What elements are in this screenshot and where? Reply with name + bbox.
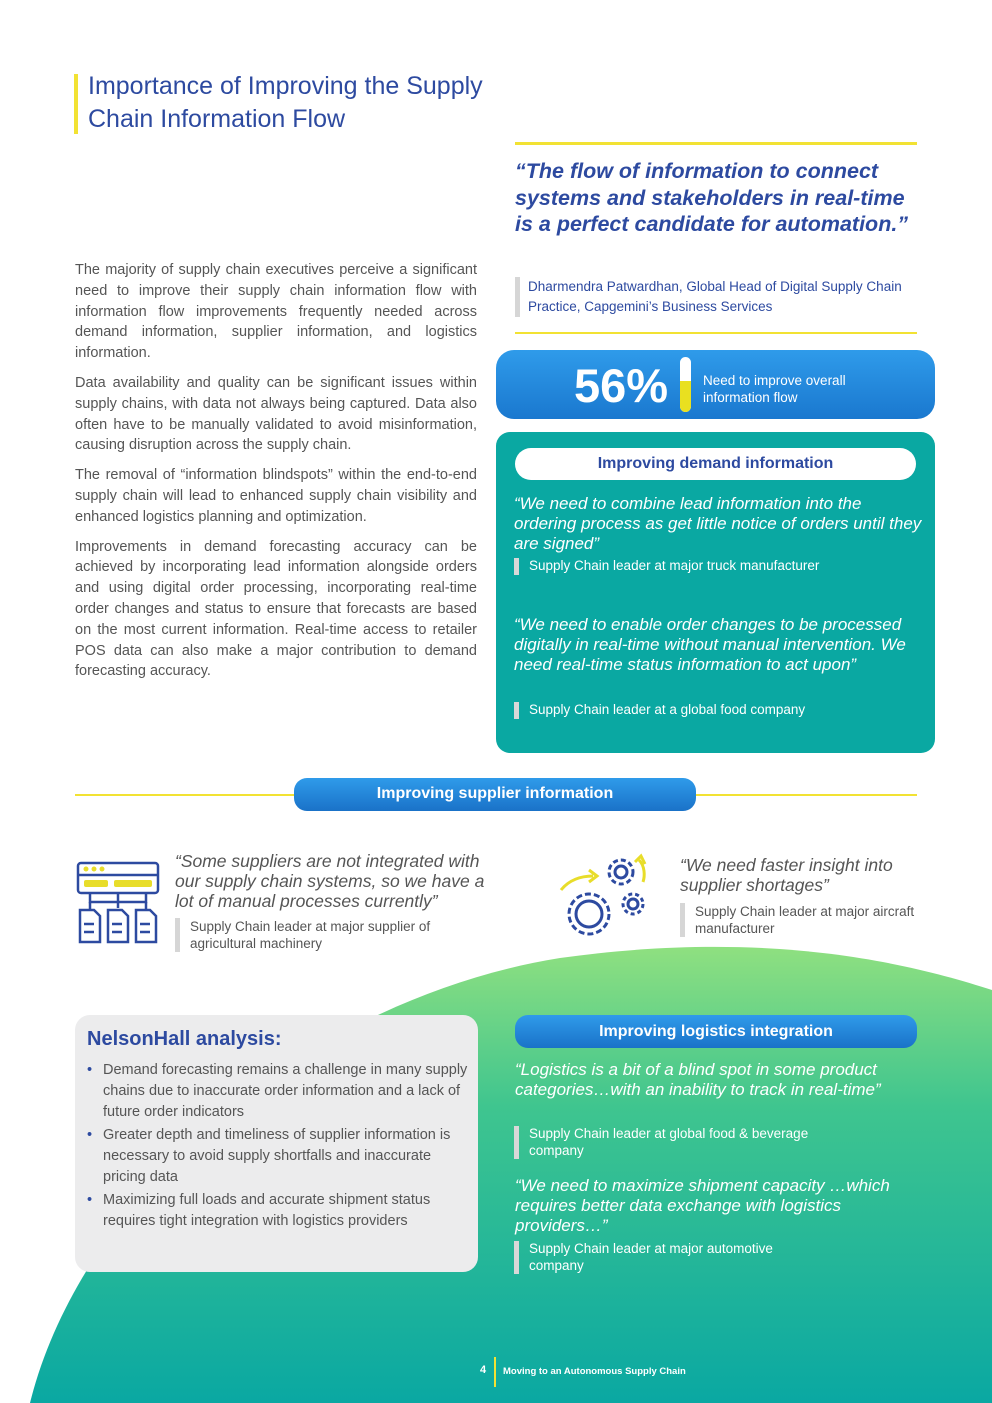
body-paragraph: The removal of “information blindspots” within the end-to-end supply chain will lead to enhanced supply chain visibility and enhanced logistics planning and optimization. [75, 467, 477, 525]
supplier-quote-attribution: Supply Chain leader at major aircraft manufacturer [680, 903, 945, 937]
body-text [75, 260, 477, 691]
footer-title: Moving to an Autonomous Supply Chain [503, 1366, 686, 1377]
stat-gauge [680, 357, 691, 412]
bullet-icon: • [87, 1062, 93, 1078]
analysis-list [87, 1060, 472, 1234]
body-paragraph: Data availability and quality can be significant issues within supply chains, with data not always being captured. Data also often have to be manually validated to avoid misinformation, causing disruption across the supply chain. [75, 374, 477, 454]
body-paragraph: Improvements in demand forecasting accuracy can be achieved by incorporating lead information alongside orders and using digital order processing, incorporating real-time order changes and status to ensure that forecasts are based on the most current information. Real-time access to retailer POS data can also make a major contribution to demand forecasting accuracy. [75, 538, 477, 680]
supplier-heading: Improving supplier information [294, 778, 696, 811]
logistics-quote: “We need to maximize shipment capacity …which requires better data exchange with logistics providers…” [515, 1176, 890, 1235]
logistics-quote-attribution: Supply Chain leader at global food & beverage company [514, 1126, 829, 1159]
supplier-quote: “We need faster insight into supplier shortages” [680, 855, 893, 895]
logistics-quote-attribution: Supply Chain leader at major automotive company [514, 1241, 829, 1274]
demand-quote: “We need to combine lead information into the ordering process as get little notice of orders until they are signed” [514, 494, 922, 553]
bullet-icon: • [87, 1192, 93, 1208]
stat-value: 56% [574, 359, 669, 412]
analysis-bullet [87, 1060, 472, 1123]
page-number: 4 [480, 1364, 487, 1376]
stat-gauge-fill [680, 381, 691, 412]
supplier-quote: “Some suppliers are not integrated with our supply chain systems, so we have a lot of manual processes currently” [175, 851, 485, 911]
quote-bottom-divider [515, 332, 917, 334]
data-flow-icon [76, 858, 160, 946]
gears-icon [555, 852, 649, 948]
title-accent-bar [74, 74, 78, 134]
analysis-bullet-text: Demand forecasting remains a challenge in many supply chains due to inaccurate order information and a lack of future order indicators [103, 1062, 468, 1120]
stat-label: Need to improve overall information flow [703, 373, 846, 405]
headline-quote-attribution: Dharmendra Patwardhan, Global Head of Digital Supply Chain Practice, Capgemini’s Business Services [515, 277, 928, 317]
headline-quote: “The flow of information to connect systems and stakeholders in real-time is a perfect candidate for automation.” [515, 159, 909, 236]
logistics-heading: Improving logistics integration [515, 1015, 917, 1048]
analysis-title: NelsonHall analysis: [87, 1028, 282, 1050]
analysis-bullet [87, 1125, 472, 1188]
logistics-quote: “Logistics is a bit of a blind spot in some product categories…with an inability to track in real-time” [515, 1060, 881, 1099]
page-title: Importance of Improving the Supply Chain Information Flow [88, 72, 483, 133]
body-paragraph: The majority of supply chain executives perceive a significant need to improve their supply chain information flow with information flow improvements frequently needed across demand information, supplier information, and logistics information. [75, 262, 477, 362]
supplier-quote-attribution: Supply Chain leader at major supplier of agricultural machinery [175, 918, 490, 952]
footer-divider [494, 1357, 496, 1387]
analysis-bullet-text: Greater depth and timeliness of supplier information is necessary to avoid supply shortfalls and inaccurate pricing data [103, 1127, 451, 1185]
demand-quote-attribution: Supply Chain leader at a global food company [514, 702, 829, 719]
quote-top-divider [515, 142, 917, 145]
demand-quote-attribution: Supply Chain leader at major truck manufacturer [514, 558, 829, 575]
analysis-bullet-text: Maximizing full loads and accurate shipment status requires tight integration with logistics providers [103, 1192, 431, 1229]
demand-heading: Improving demand information [515, 448, 916, 480]
analysis-bullet [87, 1190, 472, 1232]
demand-quote: “We need to enable order changes to be processed digitally in real-time without manual intervention. We need real-time status information to act upon” [514, 615, 906, 674]
bullet-icon: • [87, 1127, 93, 1143]
